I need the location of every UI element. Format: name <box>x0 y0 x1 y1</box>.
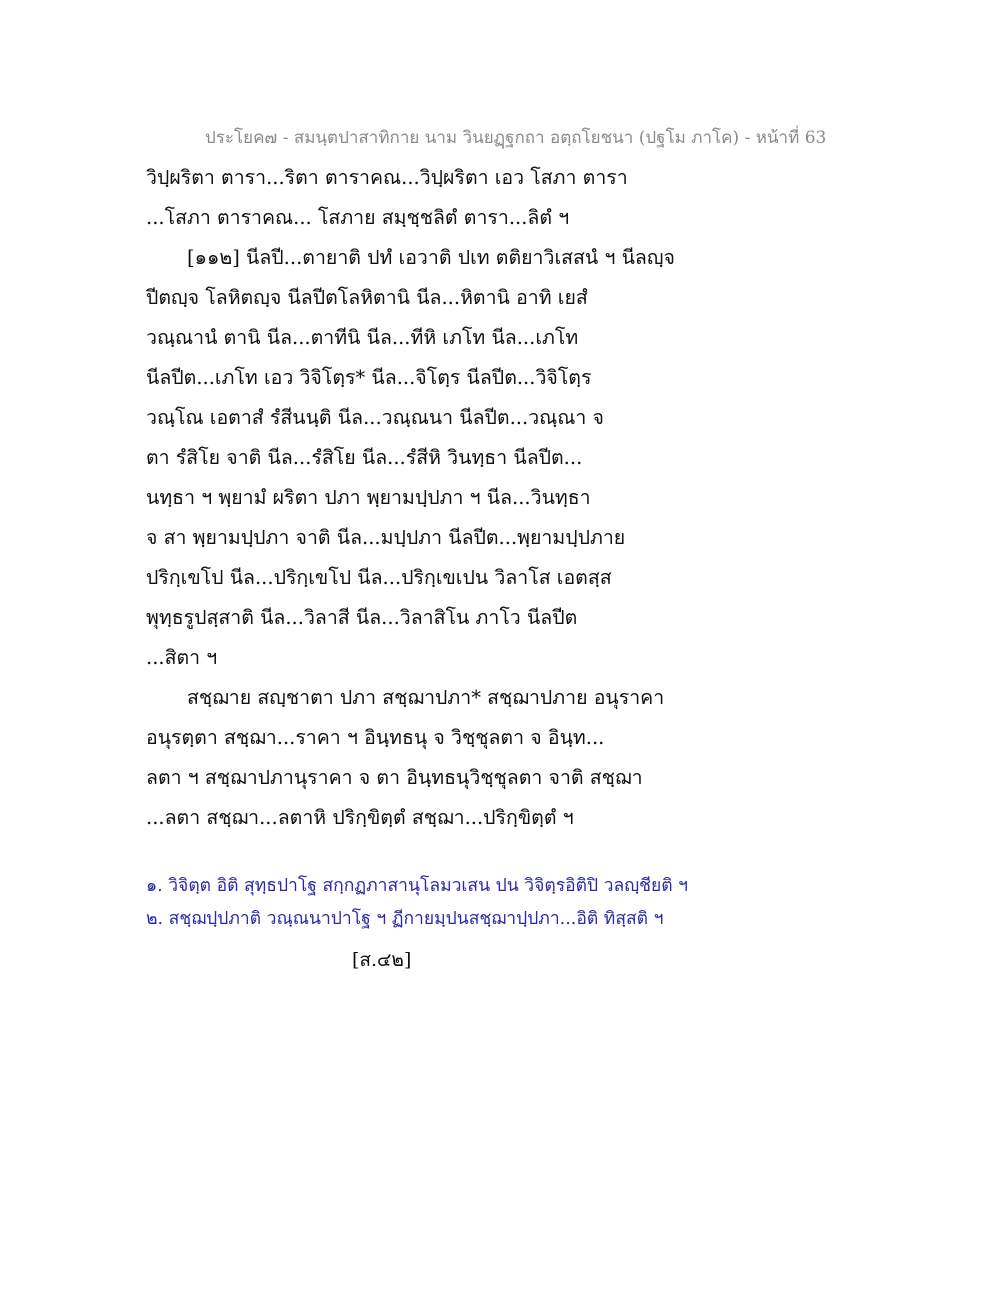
text-line: นีลปีต...เภโท เอว วิจิโตฺร* นีล...จิโตฺร นีลปีต...วิจิโตฺร <box>146 366 592 389</box>
text-line: อนุรตฺตา สชฺฌา...ราคา ฯ อินฺทธนุ จ วิชฺชุลตา จ อินฺท... <box>146 726 605 749</box>
footnotes <box>146 870 926 936</box>
text-line: ...ลตา สชฺฌา...ลตาหิ ปริกฺขิตฺตํ สชฺฌา...ปริกฺขิตฺตํ ฯ <box>146 806 574 829</box>
footnote: ๑. วิจิตฺต อิติ สุทฺธปาโฐ สกฺกฏภาสานุโลมวเสน ปน วิจิตฺรอิติปิ วลญฺชียติ ฯ <box>146 876 688 896</box>
text-line: นทฺธา ฯ พฺยามํ ผริตา ปภา พฺยามปฺปภา ฯ นีล...วินทฺธา <box>146 486 591 509</box>
text-line: ตา รํสิโย จาติ นีล...รํสิโย นีล...รํสีหิ วินทฺธา นีลปีต... <box>146 446 583 469</box>
text-line: ...สิตา ฯ <box>146 646 218 669</box>
text-line: วณฺณานํ ตานิ นีล...ตาทีนิ นีล...ทีหิ เภโท นีล...เภโท <box>146 326 579 349</box>
text-line: สชฺฌาย สญฺชาตา ปภา สชฺฌาปภา* สชฺฌาปภาย อนุราคา <box>187 686 665 709</box>
text-line: ...โสภา ตาราคณ... โสภาย สมฺชฺชลิตํ ตารา...ลิตํ ฯ <box>146 206 570 229</box>
text-line: ปริกฺเขโป นีล...ปริกฺเขโป นีล...ปริกฺเขเปน วิลาโส เอตสฺส <box>146 566 612 589</box>
page-reference: [ส.๔๒] <box>352 949 412 971</box>
footnote: ๒. สชฺฌปฺปภาติ วณฺณนาปาโฐ ฯ ฏีกายมฺปนสชฺฌาปฺปภา...อิติ ทิสฺสติ ฯ <box>146 909 664 929</box>
body-text <box>146 158 906 838</box>
text-line: วิปฺผริตา ตารา...ริตา ตาราคณ...วิปฺผริตา เอว โสภา ตารา <box>146 166 628 189</box>
text-line: พุทฺธรูปสฺสาติ นีล...วิลาสี นีล...วิลาสิโน ภาโว นีลปีต <box>146 606 578 629</box>
text-line: ลตา ฯ สชฺฌาปภานุราคา จ ตา อินฺทธนุวิชฺชุลตา จาติ สชฺฌา <box>146 766 643 789</box>
text-line: จ สา พฺยามปฺปภา จาติ นีล...มปฺปภา นีลปีต...พฺยามปฺปภาย <box>146 526 626 549</box>
page-header: ประโยค๗ - สมนฺตปาสาทิกาย นาม วินยฏฺฐกถา อตฺถโยชนา (ปฐโม ภาโค) - หน้าที่ 63 <box>205 128 827 148</box>
text-line: [๑๑๒] นีลปี...ตายาติ ปทํ เอวาติ ปเท ตติยาวิเสสนํ ฯ นีลญฺจ <box>187 246 675 269</box>
text-line: วณฺโณ เอตาสํ รํสีนนฺติ นีล...วณฺณนา นีลปีต...วณฺณา จ <box>146 406 604 429</box>
text-line: ปีตญฺจ โลหิตญฺจ นีลปีตโลหิตานิ นีล...หิตานิ อาทิ เยสํ <box>146 286 588 309</box>
